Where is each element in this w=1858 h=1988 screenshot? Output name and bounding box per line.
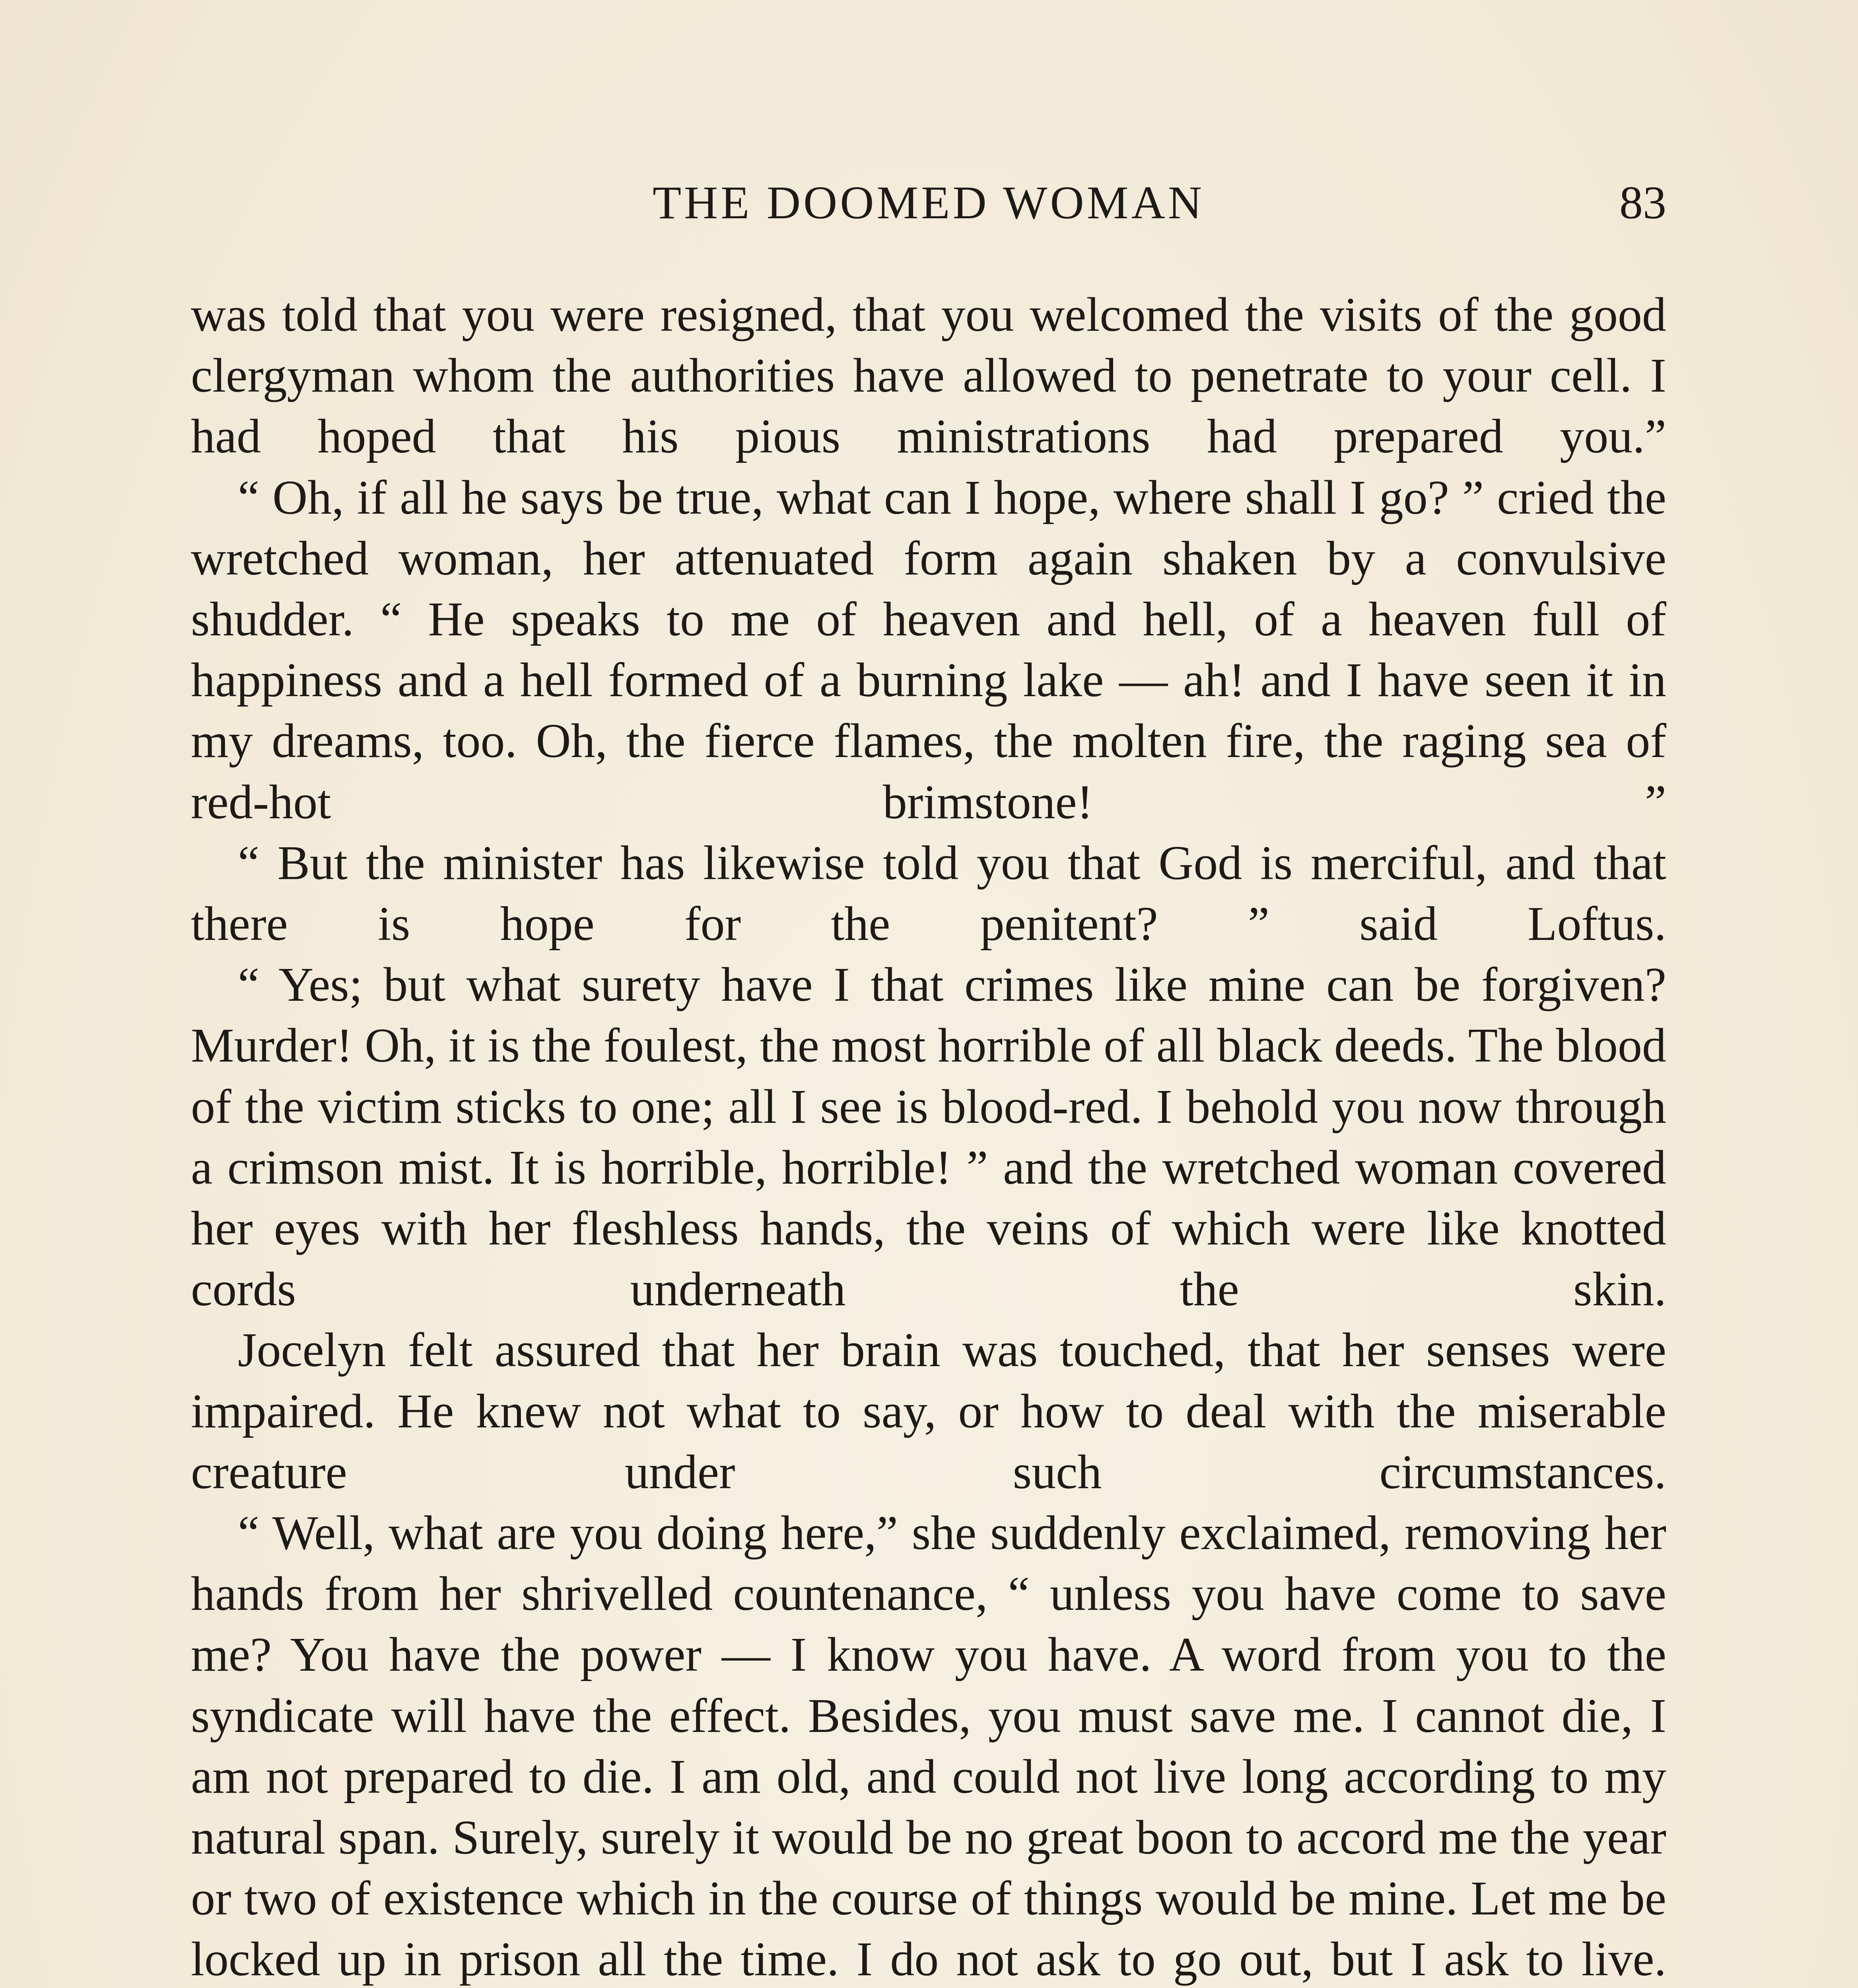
running-title: THE DOOMED WOMAN — [652, 177, 1205, 229]
paragraph-4: “ Yes; but what surety have I that crimes like mine can be forgiven? Murder! Oh, it is the foulest, the most horrible of all black deeds. The blood of the victim sticks to one; all I see is blood-red. I behold you now through a crimson mist. It is horrible, horrible! ” and the wretched woman covered her eyes with her fleshless hands, the veins of which were like knotted cords underneath the skin. — [191, 958, 1666, 1316]
paragraph-3: “ But the minister has likewise told you that God is merciful, and that there is hope for the penitent? ” said Loftus. — [191, 836, 1666, 951]
paragraph-1: was told that you were resigned, that you welcomed the visits of the good clergyman whom the authorities have allowed to penetrate to your cell. I had hoped that his pious ministrations had prepared you.” — [191, 288, 1666, 464]
body-text — [191, 284, 1666, 1988]
paragraph-6: “ Well, what are you doing here,” she suddenly exclaimed, removing her hands from her shrivelled countenance, “ unless you have come to save me? You have the power — I know you have. A word from you to the syndicate will have the effect. Besides, you must save me. I cannot die, I am not prepared to die. I am old, and could not live long according to my natural span. Surely, surely it would be no great boon to accord me the year or two of existence which in the course of things would be mine. Let me be locked up in prison all the time. I do not ask to go out, but I ask to live. — [191, 1506, 1666, 1986]
paragraph-2: “ Oh, if all he says be true, what can I hope, where shall I go? ” cried the wretched woman, her attenuated form again shaken by a convulsive shudder. “ He speaks to me of heaven and hell, of a heaven full of happiness and a hell formed of a burning lake — ah! and I have seen it in my dreams, too. Oh, the fierce flames, the molten fire, the raging sea of red-hot brimstone! ” — [191, 470, 1666, 829]
page-number: 83 — [1619, 177, 1666, 229]
paragraph-5: Jocelyn felt assured that her brain was touched, that her senses were impaired. He knew not what to say, or how to deal with the miserable creature under such circumstances. — [191, 1323, 1666, 1499]
page-header — [191, 175, 1666, 231]
